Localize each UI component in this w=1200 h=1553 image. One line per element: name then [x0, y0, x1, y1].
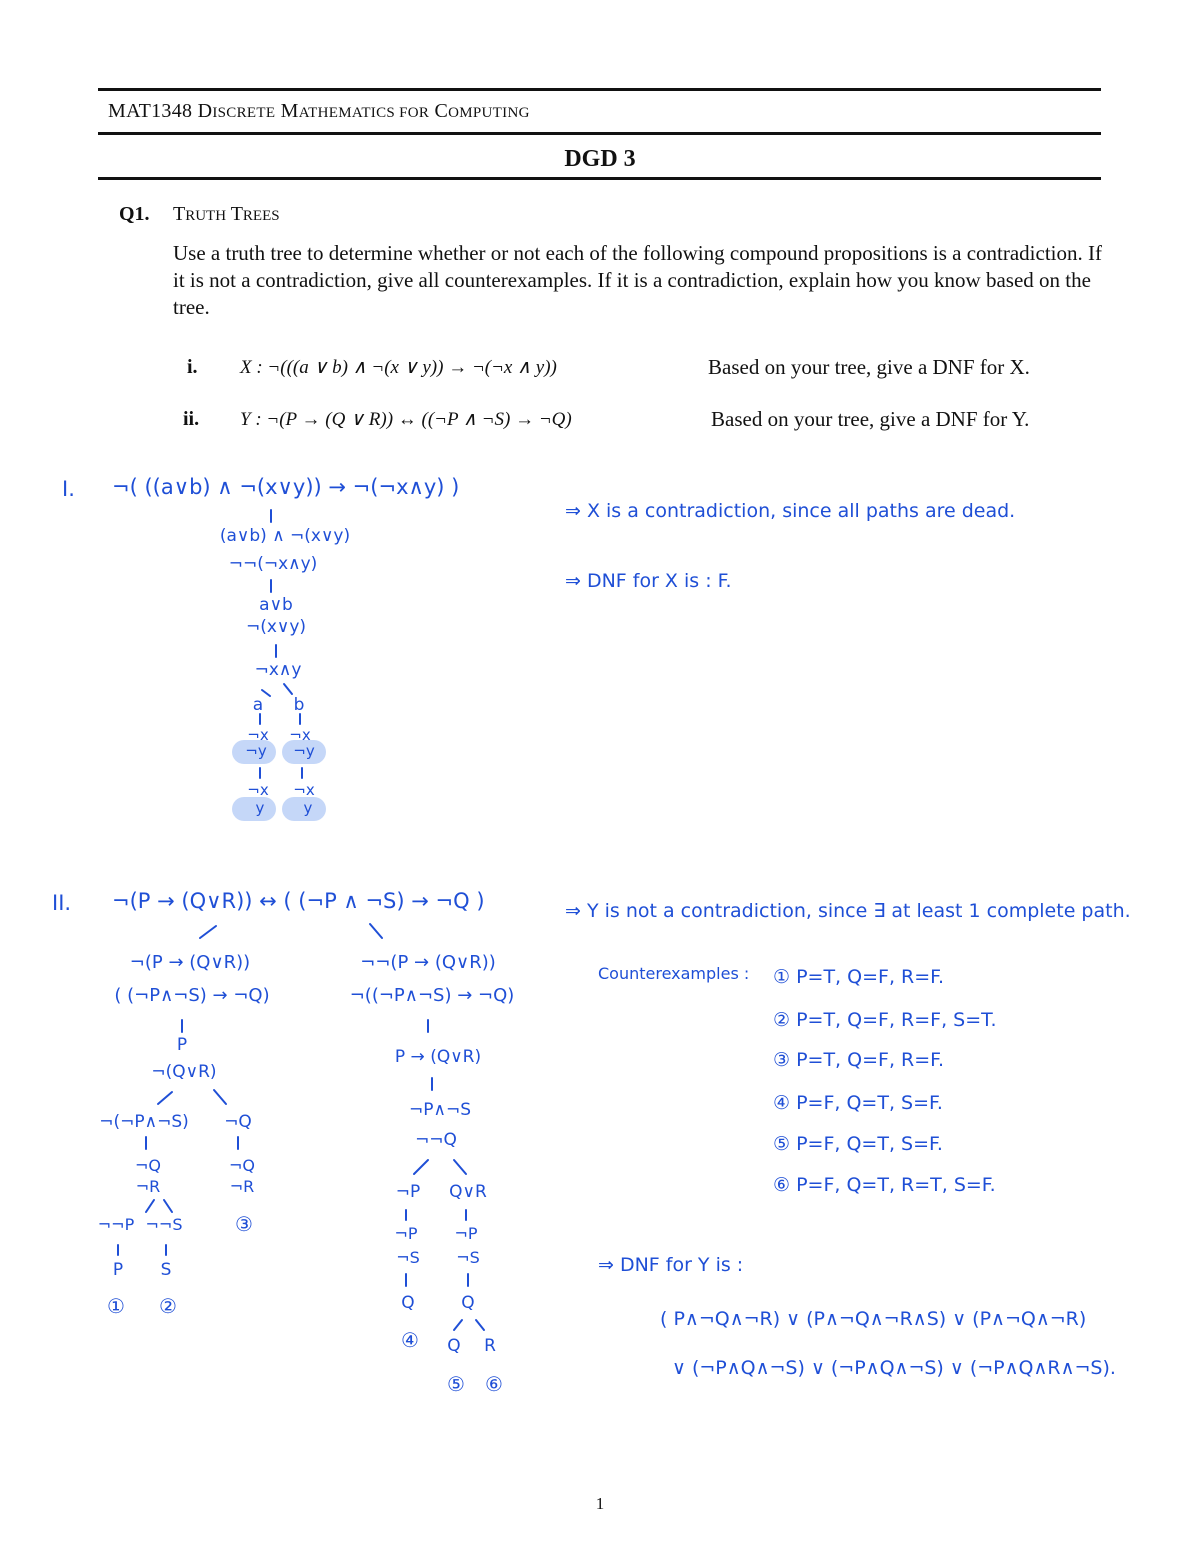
tree-node: ¬¬(P → (Q∨R)) [360, 952, 496, 973]
tree-node: P → (Q∨R) [394, 1047, 482, 1067]
tree-node: ¬(Q∨R) [151, 1062, 217, 1082]
path-marker: ③ [235, 1212, 253, 1236]
tree-node: Q [447, 1336, 461, 1356]
solution-ii-conclusion: ⇒ Y is not a contradiction, since ∃ at least 1 complete path. [565, 900, 1131, 922]
tree-node: a∨b [259, 595, 293, 615]
tree-node: Q [401, 1293, 415, 1313]
tree-node: ¬S [396, 1248, 420, 1267]
tree-ii-root: ¬(P → (Q∨R)) ↔ ( (¬P ∧ ¬S) → ¬Q ) [112, 889, 485, 913]
tree-node: ¬¬P [97, 1215, 135, 1234]
tree-node: Q∨R [449, 1182, 487, 1202]
tree-node: ¬(P → (Q∨R)) [129, 952, 251, 973]
question-title: TRUTH TREES [173, 203, 280, 225]
tree-node: ¬Q [135, 1156, 161, 1175]
tree-node: ¬¬Q [415, 1130, 457, 1150]
tree-node: b [293, 695, 305, 715]
solution-i-dnf: ⇒ DNF for X is : F. [565, 570, 732, 592]
tree-node: P [176, 1035, 188, 1055]
item-i-label: i. [187, 356, 198, 378]
counterexample: ⑤ P=F, Q=T, S=F. [773, 1133, 943, 1155]
tree-node: Q [461, 1293, 475, 1313]
tree-node: S [160, 1260, 172, 1280]
page-title: DGD 3 [564, 146, 636, 172]
tree-node: a [252, 695, 264, 715]
counterexample: ⑥ P=F, Q=T, R=T, S=F. [773, 1174, 996, 1196]
tree-node: ¬(¬P∧¬S) [99, 1112, 189, 1132]
tree-node: ¬x∧y [254, 660, 302, 680]
tree-node: ¬Q [224, 1112, 252, 1132]
page-number: 1 [595, 1494, 605, 1513]
item-ii-formula: Y : ¬(P → (Q ∨ R)) ↔ ((¬P ∧ ¬S) → ¬Q) [240, 409, 572, 430]
solution-ii-label: II. [52, 891, 72, 915]
tree-node: y [255, 799, 265, 817]
tree-node: ¬R [229, 1177, 255, 1196]
tree-i-root: ¬( ((a∨b) ∧ ¬(x∨y)) → ¬(¬x∧y) ) [112, 475, 460, 499]
solution-i-conclusion: ⇒ X is a contradiction, since all paths are dead. [565, 500, 1016, 522]
question-number: Q1. [119, 203, 150, 225]
tree-node: ¬y [245, 742, 267, 760]
tree-node: (a∨b) ∧ ¬(x∨y) [219, 526, 351, 546]
counterexamples-label: Counterexamples : [598, 964, 750, 983]
item-i-note: Based on your tree, give a DNF for X. [708, 355, 1030, 379]
tree-node: y [303, 799, 313, 817]
course-title: MAT1348 DISCRETE MATHEMATICS FOR COMPUTING [108, 100, 530, 122]
tree-node: ( (¬P∧¬S) → ¬Q) [114, 985, 270, 1006]
tree-node: ¬x [247, 781, 269, 799]
tree-node: R [484, 1336, 496, 1356]
tree-node: ¬y [293, 742, 315, 760]
path-marker: ② [159, 1294, 177, 1318]
counterexample: ③ P=T, Q=F, R=F. [773, 1049, 945, 1071]
tree-node: ¬S [456, 1248, 480, 1267]
solution-i-label: I. [62, 477, 75, 501]
path-marker: ④ [401, 1328, 419, 1352]
item-ii-note: Based on your tree, give a DNF for Y. [711, 407, 1030, 431]
tree-node: ¬P [454, 1224, 478, 1243]
tree-node: ¬(x∨y) [245, 617, 307, 637]
counterexample: ④ P=F, Q=T, S=F. [773, 1092, 943, 1114]
counterexample: ① P=T, Q=F, R=F. [773, 966, 945, 988]
tree-node: ¬Q [229, 1156, 255, 1175]
tree-node: ¬P [394, 1224, 418, 1243]
tree-node: ¬P [395, 1182, 421, 1202]
solution-ii-dnf-line2: ∨ (¬P∧Q∧¬S) ∨ (¬P∧Q∧¬S) ∨ (¬P∧Q∧R∧¬S). [672, 1357, 1116, 1379]
tree-node: ¬¬(¬x∧y) [228, 554, 318, 574]
item-ii-label: ii. [183, 408, 200, 430]
tree-node: ¬R [135, 1177, 161, 1196]
tree-node: ¬x [289, 726, 311, 744]
tree-node: P [112, 1260, 124, 1280]
item-i-formula: X : ¬(((a ∨ b) ∧ ¬(x ∨ y)) → ¬(¬x ∧ y)) [240, 357, 557, 378]
path-marker: ① [107, 1294, 125, 1318]
tree-node: ¬P∧¬S [409, 1100, 471, 1120]
tree-node: ¬¬S [145, 1215, 183, 1234]
solution-ii-dnf-line1: ( P∧¬Q∧¬R) ∨ (P∧¬Q∧¬R∧S) ∨ (P∧¬Q∧¬R) [660, 1308, 1087, 1330]
question-instructions: Use a truth tree to determine whether or not each of the following compound propositions is a contradiction. If it is not a contradiction, give all counterexamples. If it is a contradiction, explain how you know based on the tree. [173, 241, 1102, 319]
path-marker: ⑥ [485, 1372, 503, 1396]
tree-node: ¬((¬P∧¬S) → ¬Q) [349, 985, 515, 1006]
tree-node: ¬x [293, 781, 315, 799]
solution-ii-dnf-label: ⇒ DNF for Y is : [598, 1254, 744, 1276]
path-marker: ⑤ [447, 1372, 465, 1396]
counterexample: ② P=T, Q=F, R=F, S=T. [773, 1009, 997, 1031]
tree-node: ¬x [247, 726, 269, 744]
